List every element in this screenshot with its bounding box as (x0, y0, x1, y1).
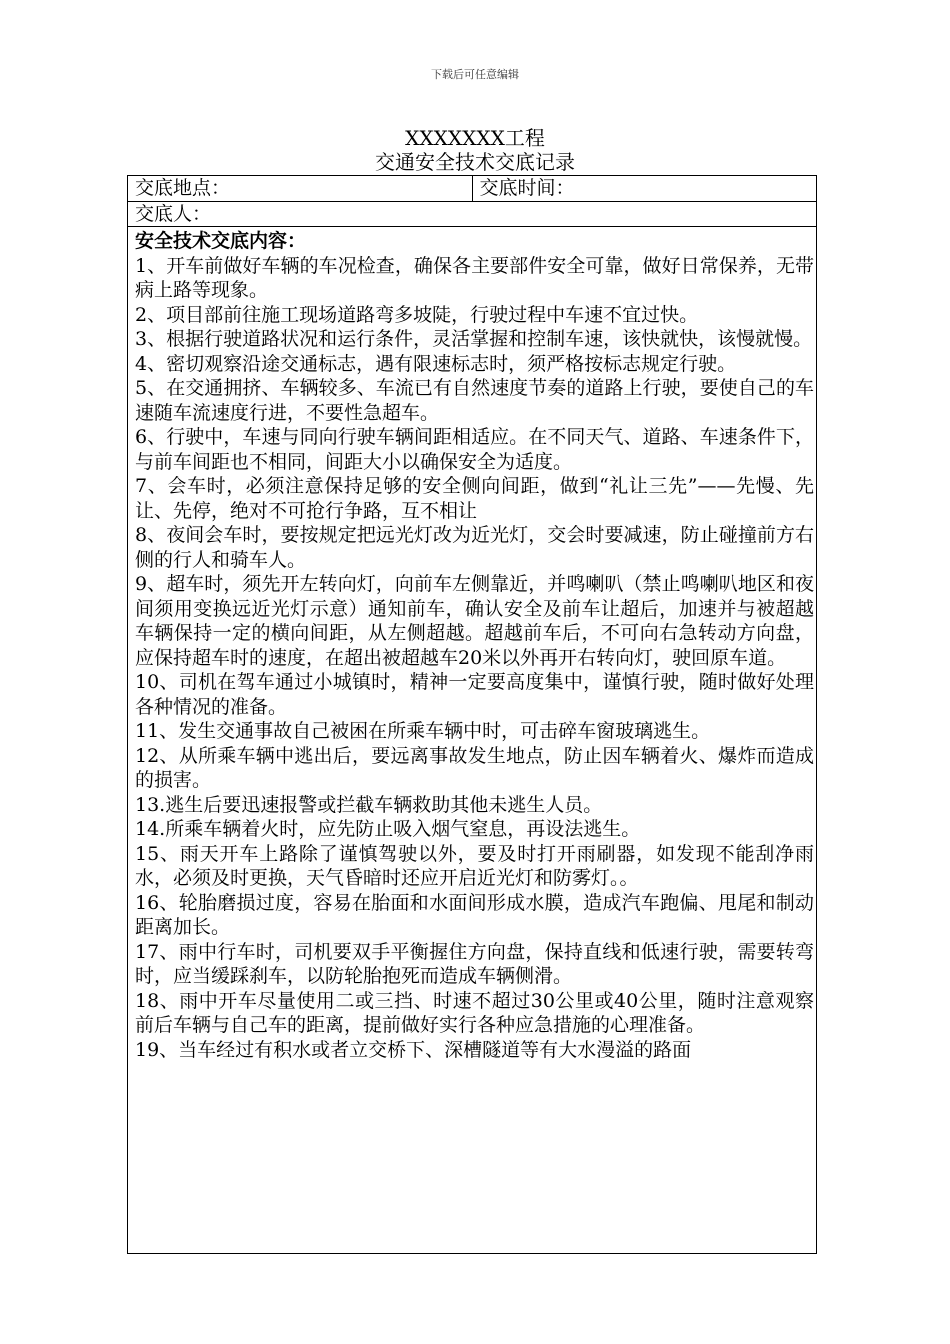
location-label: 交底地点： (135, 177, 231, 199)
document-title: XXXXXXX工程 (405, 126, 545, 150)
person-cell[interactable] (128, 201, 817, 227)
time-label: 交底时间： (479, 177, 575, 199)
content-item-15: 15、雨天开车上路除了谨慎驾驶以外，要及时打开雨刷器，如发现不能刮净雨水，必须及时更换，天气昏暗时还应开启近光灯和防雾灯。。 (135, 842, 814, 889)
location-cell[interactable] (128, 176, 473, 202)
content-item-7: 7、会车时，必须注意保持足够的安全侧向间距，做到“礼让三先”——先慢、先让、先停，绝对不可抢行争路，互不相让 (135, 475, 814, 522)
content-item-16: 16、轮胎磨损过度，容易在胎面和水面间形成水膜，造成汽车跑偏、甩尾和制动距离加长。 (135, 891, 814, 938)
content-item-6: 6、行驶中，车速与同向行驶车辆间距相适应。在不同天气、道路、车速条件下，与前车间距也不相同，间距大小以确保安全为适度。 (135, 426, 814, 473)
document-subtitle: 交通安全技术交底记录 (375, 150, 575, 174)
content-heading: 安全技术交底内容： (135, 230, 307, 252)
content-item-4: 4、密切观察沿途交通标志，遇有限速标志时，须严格按标志规定行驶。 (135, 352, 737, 375)
content-item-11: 11、发生交通事故自己被困在所乘车辆中时，可击碎车窗玻璃逃生。 (135, 720, 711, 742)
form-row-content (128, 227, 817, 1254)
content-item-10: 10、司机在驾车通过小城镇时，精神一定要高度集中，谨慎行驶，随时做好处理各种情况的准备。 (135, 671, 814, 718)
content-item-19: 19、当车经过有积水或者立交桥下、深槽隧道等有大水漫溢的路面 (135, 1038, 692, 1061)
content-item-1: 1、开车前做好车辆的车况检查，确保各主要部件安全可靠，做好日常保养，无带病上路等现象。 (135, 254, 814, 301)
disclosure-form-table (127, 175, 817, 1254)
content-cell (128, 227, 817, 1254)
content-item-12: 12、从所乘车辆中逃出后，要远离事故发生地点，防止因车辆着火、爆炸而造成的损害。 (135, 744, 814, 791)
header-note: 下载后可任意编辑 (431, 68, 519, 81)
content-item-2: 2、项目部前往施工现场道路弯多坡陡，行驶过程中车速不宜过快。 (135, 303, 699, 326)
content-item-9: 9、超车时，须先开左转向灯，向前车左侧靠近，并鸣喇叭（禁止鸣喇叭地区和夜间须用变换远近光灯示意）通知前车，确认安全及前车让超后，加速并与被超越车辆保持一定的横向间距，从左侧超越。超越前车后，不可向右急转动方向盘，应保持超车时的速度，在超出被超越车20米以外再开右转向灯，驶回原车道。 (135, 573, 814, 669)
content-item-5: 5、在交通拥挤、车辆较多、车流已有自然速度节奏的道路上行驶，要使自己的车速随车流速度行进，不要性急超车。 (135, 377, 814, 424)
person-label: 交底人： (135, 202, 212, 225)
content-item-14: 14.所乘车辆着火时，应先防止吸入烟气窒息，再设法逃生。 (135, 818, 641, 840)
time-cell[interactable] (472, 176, 817, 202)
content-item-17: 17、雨中行车时，司机要双手平衡握住方向盘，保持直线和低速行驶，需要转弯时，应当缓踩刹车，以防轮胎抱死而造成车辆侧滑。 (135, 940, 814, 987)
form-row-person (128, 201, 817, 227)
content-item-18: 18、雨中开车尽量使用二或三挡、时速不超过30公里或40公里，随时注意观察前后车辆与自己车的距离，提前做好实行各种应急措施的心理准备。 (135, 989, 814, 1036)
form-row-location-time (128, 176, 817, 202)
content-item-13: 13.逃生后要迅速报警或拦截车辆救助其他未逃生人员。 (135, 793, 603, 816)
content-item-3: 3、根据行驶道路状况和运行条件，灵活掌握和控制车速，该快就快，该慢就慢。 (135, 328, 813, 350)
content-item-8: 8、夜间会车时，要按规定把远光灯改为近光灯，交会时要减速，防止碰撞前方右侧的行人和骑车人。 (135, 524, 814, 571)
